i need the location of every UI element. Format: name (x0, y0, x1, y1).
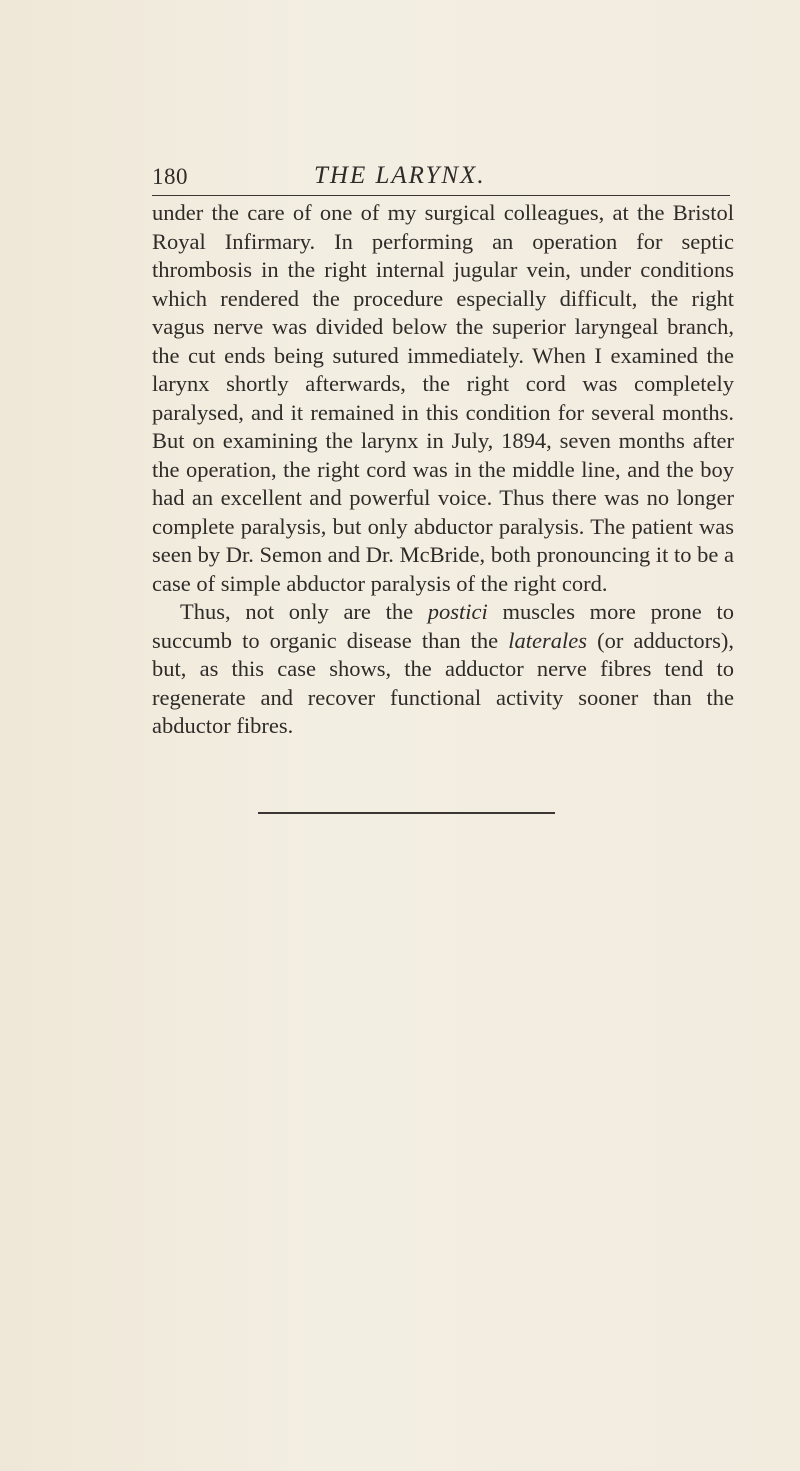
emphasis-postici: postici (427, 599, 488, 624)
paragraph-2 (152, 598, 734, 741)
paragraph-1: under the care of one of my surgical colleagues, at the Bristol Royal Infirmary. In performing an operation for septic thrombosis in the right internal jugular vein, under conditions which rendered the procedure especially difficult, the right vagus nerve was divided below the superior laryngeal branch, the cut ends being sutured immediately. When I examined the larynx shortly afterwards, the right cord was completely paralysed, and it remained in this condition for several months. But on examining the larynx in July, 1894, seven months after the operation, the right cord was in the middle line, and the boy had an excellent and powerful voice. Thus there was no longer complete paralysis, but only abductor paralysis. The patient was seen by Dr. Semon and Dr. McBride, both pronouncing it to be a case of simple abductor paralysis of the right cord. (152, 200, 734, 596)
section-end-rule (258, 812, 555, 814)
paragraph-2-text: Thus, not only are the (180, 599, 428, 624)
running-title: THE LARYNX. (314, 162, 486, 189)
running-head (152, 160, 730, 200)
body-text (152, 199, 734, 741)
header-rule (152, 195, 730, 196)
page-number: 180 (152, 164, 188, 189)
emphasis-laterales: laterales (508, 627, 587, 653)
paragraph-2-text: muscles more prone to succumb to organic disease than the (152, 599, 734, 653)
paragraph-2-text: (or adductors), but, as this case shows, the adductor nerve fibres tend to regenerate and recover functional activity sooner than the abductor fibres. (152, 627, 734, 738)
